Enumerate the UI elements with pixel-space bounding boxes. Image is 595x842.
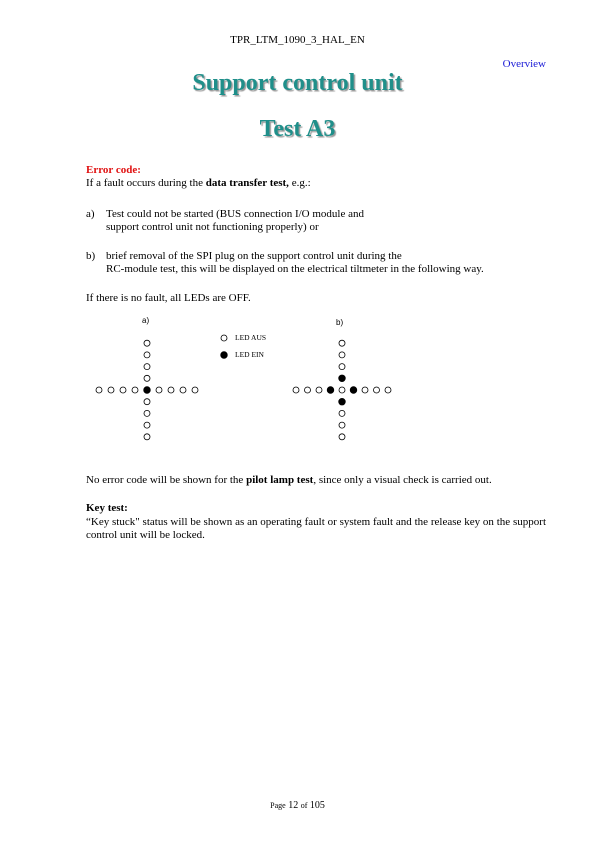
led-on [339,375,346,382]
led-off [385,387,391,393]
overview-link[interactable]: Overview [502,58,546,70]
led-off [96,387,102,393]
led-off [374,387,380,393]
key-test-text: “Key stuck" status will be shown as an operating fault or system fault and the release key on the support control unit will be locked. [86,516,546,541]
footer-page-number: 12 [288,800,299,811]
item-line: brief removal of the SPI plug on the support control unit during the [106,250,402,262]
led-off [144,434,150,440]
no-fault-text: If there is no fault, all LEDs are OFF. [86,292,251,304]
footer-total-pages: 105 [309,800,325,811]
led-off [144,422,150,428]
led-cross-b [293,340,391,440]
led-off [120,387,126,393]
led-off [168,387,174,393]
led-off [339,387,345,393]
led-off [144,340,150,346]
led-off [339,410,345,416]
item-label: a) [86,208,95,220]
pilot-lamp-text [86,474,492,487]
page-subtitle: Test A3 [259,116,336,142]
led-off [144,399,150,405]
intro-bold: data transfer test, [205,177,289,189]
led-off [339,422,345,428]
key-test-heading: Key test: [86,502,128,514]
intro-suffix: e.g.: [288,177,311,189]
footer-of-word: of [300,801,308,810]
item-line: RC-module test, this will be displayed on the electrical tiltmeter in the following way. [106,263,484,275]
led-off [108,387,114,393]
led-off [180,387,186,393]
item-line: Test could not be started (BUS connection I/O module and [106,208,364,220]
led-off [339,340,345,346]
item-label: b) [86,250,96,262]
led-off [316,387,322,393]
led-on [144,387,151,394]
led-off [339,434,345,440]
error-code-heading: Error code: [86,164,141,176]
led-off [339,364,345,370]
diagram-label-a: a) [142,316,150,325]
item-line: support control unit not functioning properly) or [106,221,319,233]
pilot-lamp-bold: pilot lamp test [246,474,314,486]
led-off [305,387,311,393]
led-off [339,352,345,358]
led-off [293,387,299,393]
led-off-icon [221,335,227,341]
pilot-lamp-suffix: , since only a visual check is carried out. [313,474,492,486]
legend-led-off: LED AUS [235,333,267,342]
led-on-icon [221,352,228,359]
led-off [156,387,162,393]
pilot-lamp-prefix: No error code will be shown for the [86,474,247,486]
led-off [144,375,150,381]
diagram-label-b: b) [336,318,344,327]
led-off [132,387,138,393]
led-cross-a [96,340,198,440]
led-on [327,387,334,394]
footer-page-word: Page [270,801,286,810]
document-id: TPR_LTM_1090_3_HAL_EN [230,34,365,46]
led-on [350,387,357,394]
led-off [144,410,150,416]
led-off [144,352,150,358]
led-off [192,387,198,393]
led-off [362,387,368,393]
led-on [339,398,346,405]
page-footer [0,800,595,811]
led-off [144,364,150,370]
page-title: Support control unit [192,70,403,96]
legend-led-on: LED EIN [235,350,264,359]
intro-text: If a fault occurs during the [86,177,206,189]
